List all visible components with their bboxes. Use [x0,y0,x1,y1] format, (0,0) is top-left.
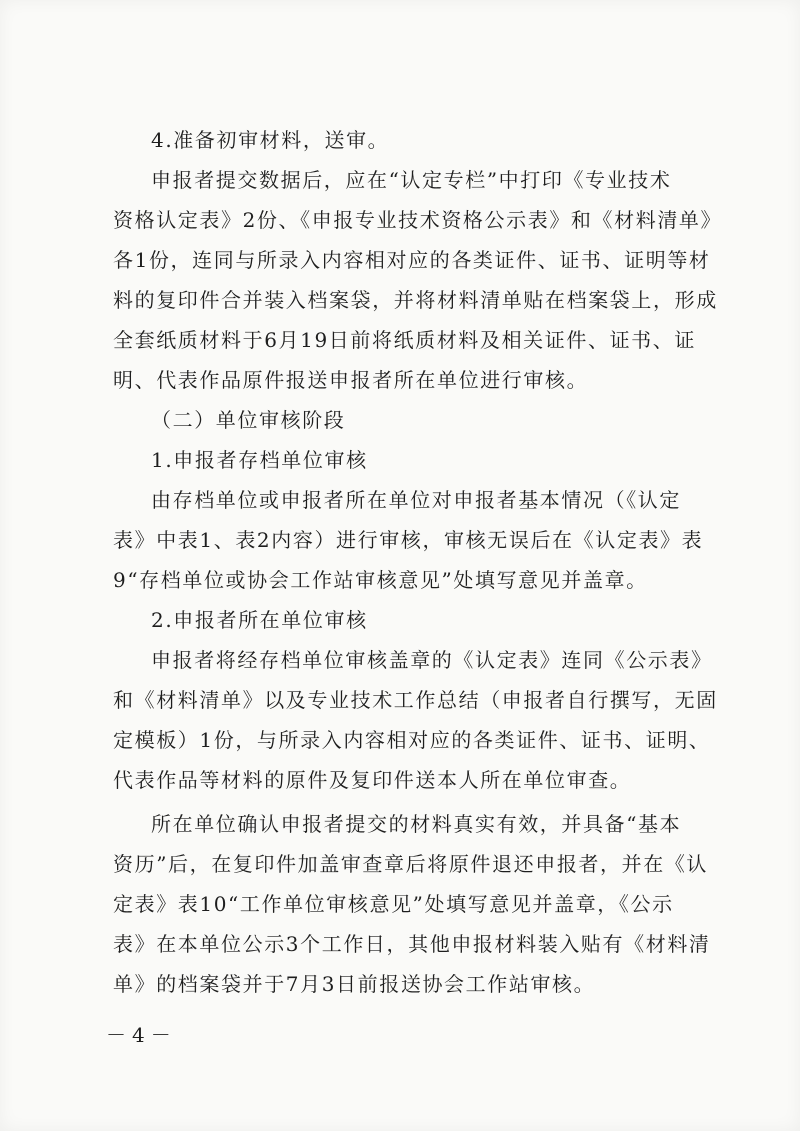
paragraph-line: 料的复印件合并装入档案袋，并将材料清单贴在档案袋上，形成 [113,288,718,312]
subsection-heading: 1.申报者存档单位审核 [151,448,368,472]
paragraph-line: 资历”后，在复印件加盖审查章后将原件退还申报者，并在《认 [113,852,709,876]
paragraph-line: 申报者将经存档单位审核盖章的《认定表》连同《公示表》 [151,648,713,672]
paragraph-line: 明、代表作品原件报送申报者所在单位进行审核。 [113,368,589,392]
page-number: －4－ [106,1023,177,1047]
paragraph-line: 9“存档单位或协会工作站审核意见”处填写意见并盖章。 [113,568,648,592]
paragraph-line: 申报者提交数据后，应在“认定专栏”中打印《专业技术 [151,168,672,192]
paragraph-line: 表》中表1、表2内容）进行审核，审核无误后在《认定表》表 [113,528,704,552]
paragraph-line: 定模板）1份，与所录入内容相对应的各类证件、证书、证明、 [113,728,711,752]
paragraph-line: 代表作品等材料的原件及复印件送本人所在单位审查。 [113,768,632,792]
paragraph-line: 各1份，连同与所录入内容相对应的各类证件、证书、证明等材 [113,248,711,272]
paragraph-line: 和《材料清单》以及专业技术工作总结（申报者自行撰写，无固 [113,688,718,712]
step-4-heading: 4.准备初审材料，送审。 [151,128,390,152]
paragraph-line: 定表》表10“工作单位审核意见”处填写意见并盖章，《公示 [113,892,674,916]
section-heading: （二）单位审核阶段 [151,408,346,432]
paragraph-line: 所在单位确认申报者提交的材料真实有效，并具备“基本 [151,812,682,836]
subsection-heading: 2.申报者所在单位审核 [151,608,368,632]
paragraph-line: 资格认定表》2份、《申报专业技术资格公示表》和《材料清单》 [113,208,723,232]
paragraph-line: 全套纸质材料于6月19日前将纸质材料及相关证件、证书、证 [113,328,696,352]
paragraph-line: 表》在本单位公示3个工作日，其他申报材料装入贴有《材料清 [113,932,711,956]
paragraph-line: 单》的档案袋并于7月3日前报送协会工作站审核。 [113,972,596,996]
paragraph-line: 由存档单位或申报者所在单位对申报者基本情况（《认定 [151,488,681,512]
